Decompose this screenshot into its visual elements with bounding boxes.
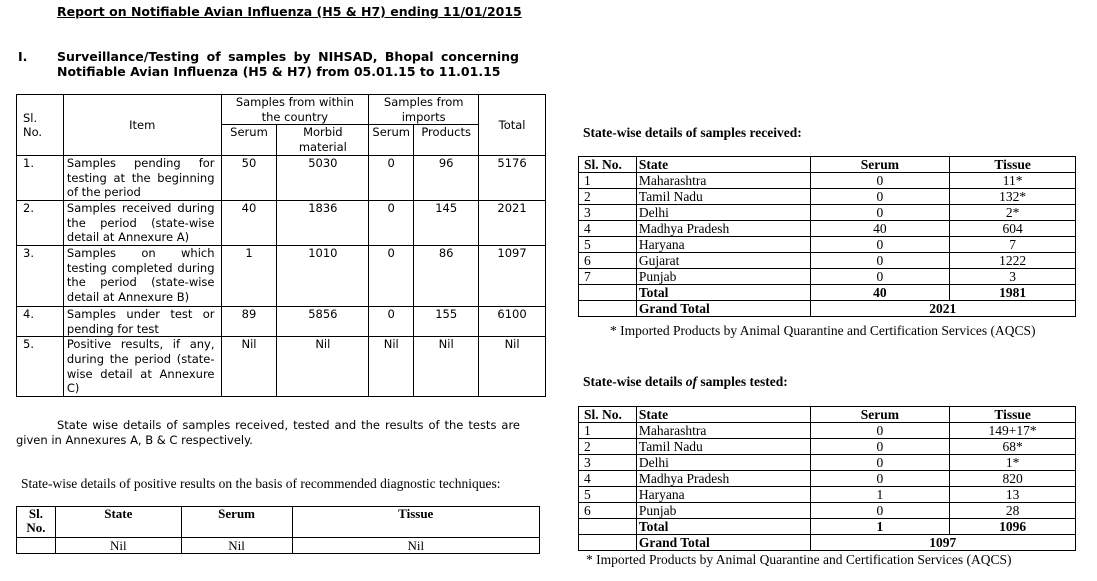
tested-grand-total-row: Grand Total 1097 <box>579 535 1076 551</box>
row-item: Positive results, if any, during the period (state-wise detail at Annexure C) <box>63 337 221 397</box>
row-item: Samples pending for testing at the beginning of the period <box>63 156 221 201</box>
test-header-state: State <box>636 407 810 423</box>
table-row <box>17 307 546 337</box>
pos-header-sl: Sl. No. <box>17 507 56 538</box>
header-import-serum: Serum <box>369 125 414 156</box>
table-row: 6 Punjab 0 28 <box>579 503 1076 519</box>
tested-rows <box>579 423 1076 519</box>
row-sl: 4. <box>17 307 64 337</box>
received-footnote: * Imported Products by Animal Quarantine and Certification Services (AQCS) <box>610 323 1036 338</box>
rec-header-serum: Serum <box>810 157 950 173</box>
pos-row-serum: Nil <box>181 538 292 554</box>
row-sl: 1. <box>17 156 64 201</box>
section-number: I. <box>18 49 28 64</box>
pos-header-serum: Serum <box>181 507 292 538</box>
surveillance-table <box>16 94 546 397</box>
received-table <box>578 156 1076 317</box>
table-row: 6 Gujarat 0 1222 <box>579 253 1076 269</box>
table-row: 2 Tamil Nadu 0 68* <box>579 439 1076 455</box>
table-row: 2 Tamil Nadu 0 132* <box>579 189 1076 205</box>
table-row: 3 Delhi 0 2* <box>579 205 1076 221</box>
row-serum: 1 <box>221 246 277 307</box>
section-title <box>57 49 519 79</box>
row-serum: 89 <box>221 307 277 337</box>
positive-results-heading: State-wise details of positive results on the basis of recommended diagnostic techniques: <box>21 476 501 491</box>
report-title: Report on Notifiable Avian Influenza (H5 & H7) ending 11/01/2015 <box>57 4 522 19</box>
pos-row-sl <box>17 538 56 554</box>
table-row: 5 Haryana 0 7 <box>579 237 1076 253</box>
row-products: 145 <box>414 201 479 246</box>
header-serum: Serum <box>221 125 277 156</box>
table-row <box>17 156 546 201</box>
positive-results-table <box>16 506 540 554</box>
table-row <box>17 246 546 307</box>
received-heading: State-wise details of samples received: <box>583 125 802 140</box>
row-import-serum: 0 <box>369 307 414 337</box>
row-total: 5176 <box>479 156 546 201</box>
received-rows <box>579 173 1076 285</box>
pos-row-tissue: Nil <box>292 538 540 554</box>
row-total: 6100 <box>479 307 546 337</box>
tested-table <box>578 406 1076 551</box>
tested-heading: State-wise details of samples tested: <box>583 374 788 389</box>
rec-header-state: State <box>636 157 810 173</box>
row-serum: Nil <box>221 337 277 397</box>
section-title-line2: Notifiable Avian Influenza (H5 & H7) from 05.01.15 to 11.01.15 <box>57 64 501 79</box>
pos-header-state: State <box>55 507 181 538</box>
row-total: 1097 <box>479 246 546 307</box>
header-morbid: Morbid material <box>277 125 369 156</box>
row-import-serum: 0 <box>369 156 414 201</box>
row-morbid: 1836 <box>277 201 369 246</box>
row-sl: 2. <box>17 201 64 246</box>
pos-row-state: Nil <box>55 538 181 554</box>
rec-header-tissue: Tissue <box>950 157 1076 173</box>
table-row: 3 Delhi 0 1* <box>579 455 1076 471</box>
table-row: 1 Maharashtra 0 149+17* <box>579 423 1076 439</box>
row-morbid: 5030 <box>277 156 369 201</box>
tested-total-row: Total 1 1096 <box>579 519 1076 535</box>
row-total: Nil <box>479 337 546 397</box>
tested-footnote: * Imported Products by Animal Quarantine and Certification Services (AQCS) <box>586 552 1012 567</box>
annexure-note-text: State wise details of samples received, tested and the results of the tests are given in Annexures A, B & C respectively. <box>16 418 520 447</box>
header-total: Total <box>479 95 546 156</box>
row-products: 86 <box>414 246 479 307</box>
row-products: 96 <box>414 156 479 201</box>
row-total: 2021 <box>479 201 546 246</box>
row-serum: 50 <box>221 156 277 201</box>
row-sl: 5. <box>17 337 64 397</box>
header-products: Products <box>414 125 479 156</box>
header-samples-within: Samples from within the country <box>221 95 369 125</box>
received-grand-total-row: Grand Total 2021 <box>579 301 1076 317</box>
test-header-sl: Sl. No. <box>579 407 637 423</box>
header-sl: Sl. No. <box>17 95 64 156</box>
received-total-row: Total 40 1981 <box>579 285 1076 301</box>
row-item: Samples on which testing completed during the period (state-wise detail at Annexure B) <box>63 246 221 307</box>
row-serum: 40 <box>221 201 277 246</box>
table-row: 5 Haryana 1 13 <box>579 487 1076 503</box>
row-import-serum: 0 <box>369 201 414 246</box>
rec-header-sl: Sl. No. <box>579 157 637 173</box>
row-item: Samples under test or pending for test <box>63 307 221 337</box>
section-title-line1: Surveillance/Testing of samples by NIHSAD, Bhopal concerning <box>57 49 519 64</box>
table-row: 1 Maharashtra 0 11* <box>579 173 1076 189</box>
header-samples-imports: Samples from imports <box>369 95 479 125</box>
table-row <box>17 201 546 246</box>
row-import-serum: 0 <box>369 246 414 307</box>
row-item: Samples received during the period (state-wise detail at Annexure A) <box>63 201 221 246</box>
table-row: 4 Madhya Pradesh 40 604 <box>579 221 1076 237</box>
annexure-note <box>16 418 520 448</box>
row-products: Nil <box>414 337 479 397</box>
row-morbid: 5856 <box>277 307 369 337</box>
table-row: 7 Punjab 0 3 <box>579 269 1076 285</box>
row-morbid: 1010 <box>277 246 369 307</box>
table-row: 4 Madhya Pradesh 0 820 <box>579 471 1076 487</box>
row-sl: 3. <box>17 246 64 307</box>
pos-header-tissue: Tissue <box>292 507 540 538</box>
table-row <box>17 538 540 554</box>
test-header-tissue: Tissue <box>950 407 1076 423</box>
row-morbid: Nil <box>277 337 369 397</box>
test-header-serum: Serum <box>810 407 950 423</box>
table-row <box>17 337 546 397</box>
row-products: 155 <box>414 307 479 337</box>
row-import-serum: Nil <box>369 337 414 397</box>
header-item: Item <box>63 95 221 156</box>
